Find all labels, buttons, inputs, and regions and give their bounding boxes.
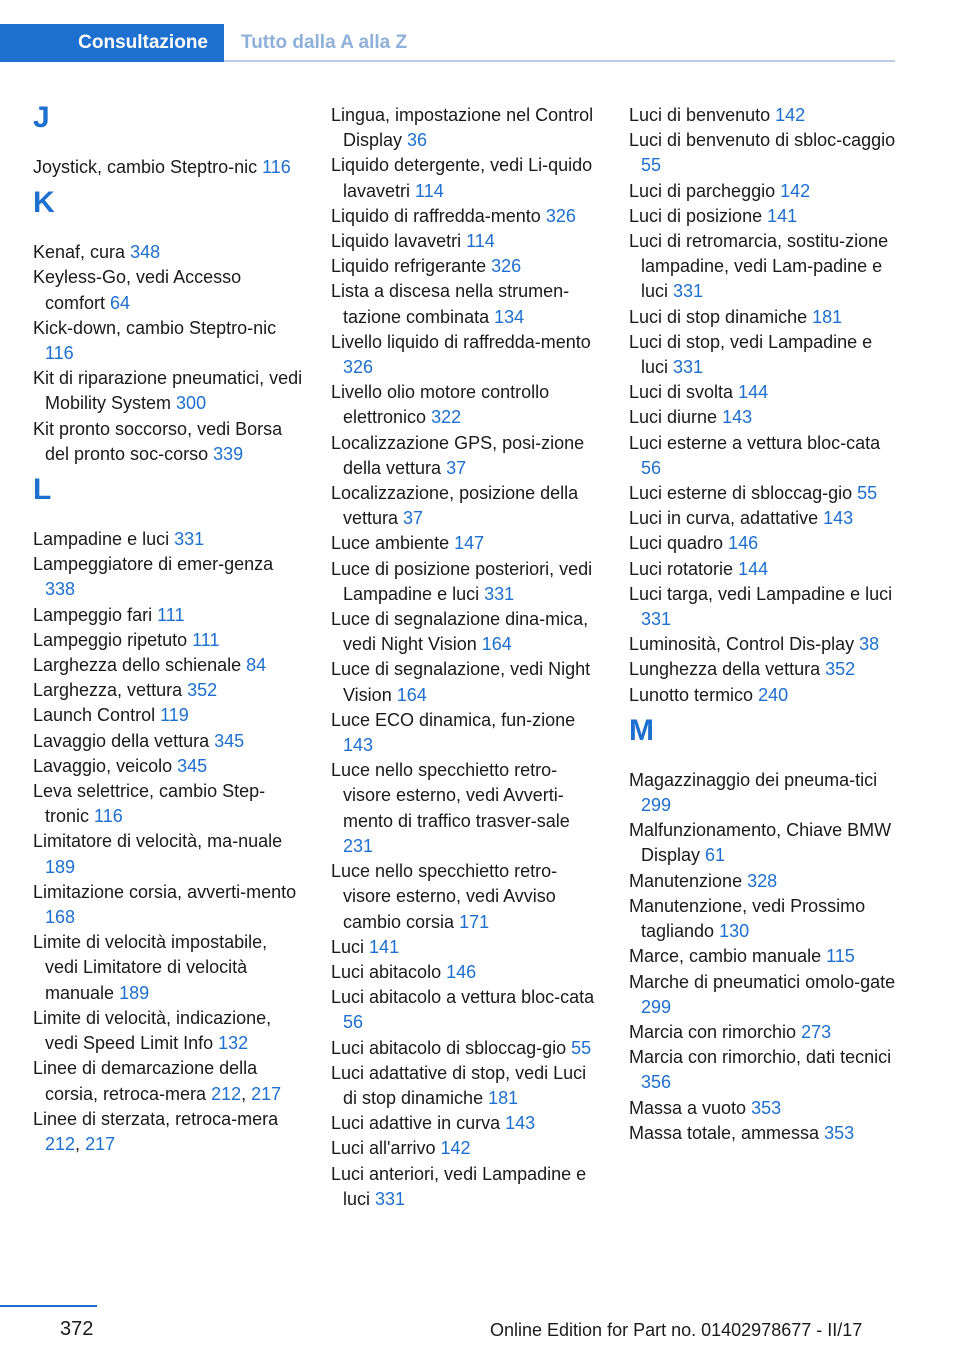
index-entry-text: Lampeggiatore di emer-genza — [33, 554, 274, 575]
index-entry-text: Lista a discesa nella strumen-tazione combinata — [331, 281, 570, 327]
index-entry-text: Luce di segnalazione, vedi Night Vision — [331, 659, 591, 705]
page-link[interactable]: 119 — [160, 705, 189, 726]
page-link[interactable]: 338 — [45, 579, 76, 600]
page-link[interactable]: 132 — [218, 1033, 249, 1054]
index-entry — [629, 1045, 897, 1095]
page-link[interactable]: 144 — [738, 382, 769, 403]
index-entry-text: Kick-down, cambio Steptro-nic — [33, 317, 277, 338]
page-link[interactable]: 189 — [119, 982, 150, 1003]
index-entry — [33, 703, 303, 728]
index-entry-text: Luci abitacolo a vettura bloc-cata — [331, 987, 595, 1008]
index-entry — [629, 657, 897, 682]
index-entry-text: Marcia con rimorchio, dati tecnici — [629, 1047, 892, 1068]
index-entry — [331, 758, 601, 859]
page-link[interactable]: 55 — [641, 155, 662, 176]
page-link[interactable]: 111 — [192, 629, 220, 650]
page-link[interactable]: 134 — [494, 306, 525, 327]
index-entry — [331, 1111, 601, 1136]
page-link[interactable]: 328 — [747, 870, 778, 891]
index-entry-text: Luce di posizione posteriori, vedi Lampadine e luci — [331, 558, 593, 604]
index-entry-text: Leva selettrice, cambio Step-tronic — [33, 781, 266, 827]
page-link[interactable]: 115 — [826, 946, 855, 967]
page-link[interactable]: 146 — [728, 533, 759, 554]
index-entry — [331, 1036, 601, 1061]
index-entry-text: Lampeggio fari — [33, 604, 153, 625]
page-link[interactable]: 114 — [466, 231, 495, 252]
page-number: 372 — [60, 1318, 94, 1340]
index-entry-text: Keyless-Go, vedi Accesso comfort — [33, 267, 242, 313]
index-entry-text: Luci quadro — [629, 533, 724, 554]
page-link[interactable]: 55 — [857, 483, 878, 504]
index-entry — [629, 229, 897, 305]
index-entry-text: Manutenzione, vedi Prossimo tagliando — [629, 895, 866, 942]
index-entry-text: Limite di velocità, indicazione, vedi Speed Limit Info — [33, 1007, 272, 1054]
index-entry — [629, 128, 897, 178]
index-entry-text: Lampadine e luci — [33, 529, 170, 550]
page-link[interactable]: 38 — [859, 634, 880, 655]
section-letter: J — [33, 101, 50, 134]
page-link[interactable]: 84 — [246, 655, 267, 676]
index-entry-text: Luci di stop dinamiche — [629, 306, 808, 327]
page-link[interactable]: 326 — [343, 357, 374, 378]
index-entry-text: Marce, cambio manuale — [629, 946, 822, 967]
index-entry-text: Massa a vuoto — [629, 1097, 747, 1118]
index-entry — [629, 582, 897, 632]
index-entry — [33, 316, 303, 366]
index-entry — [331, 607, 601, 657]
page-link[interactable]: 181 — [812, 306, 843, 327]
index-entry — [33, 779, 303, 829]
index-entry — [629, 1020, 897, 1045]
index-entry-text: Luce ambiente — [331, 533, 450, 554]
index-entry — [331, 985, 601, 1035]
index-entry — [331, 531, 601, 556]
index-column-2 — [331, 103, 601, 1212]
index-entry — [331, 153, 601, 203]
index-entry — [33, 628, 303, 653]
index-entry — [33, 829, 303, 879]
page-link[interactable]: 141 — [767, 205, 798, 226]
index-entry — [629, 557, 897, 582]
index-entry — [629, 103, 897, 128]
page-link[interactable]: 164 — [396, 684, 427, 705]
section-letter: L — [33, 473, 52, 507]
page-link[interactable]: 56 — [343, 1012, 364, 1033]
index-entry — [629, 330, 897, 380]
index-entry-text: Magazzinaggio dei pneuma-tici — [629, 769, 878, 790]
index-entry — [331, 708, 601, 758]
index-entry-text: Luci diurne — [629, 407, 718, 428]
page-link[interactable]: 55 — [571, 1037, 592, 1058]
page-link[interactable]: 142 — [780, 180, 811, 201]
page-link[interactable]: 114 — [415, 180, 444, 201]
index-entry — [33, 527, 303, 552]
index-entry — [33, 155, 303, 180]
page-link[interactable]: 171 — [459, 911, 490, 932]
index-entry — [629, 305, 897, 330]
page-link[interactable]: 116 — [94, 806, 123, 827]
page-link[interactable]: 56 — [641, 457, 662, 478]
index-entry — [331, 481, 601, 531]
page-link[interactable]: 142 — [440, 1138, 471, 1159]
index-entry-text: Launch Control — [33, 705, 156, 726]
index-entry — [331, 330, 601, 380]
page-link[interactable]: 141 — [369, 936, 400, 957]
page-link[interactable]: 331 — [673, 357, 704, 378]
index-entry — [331, 1162, 601, 1212]
index-entry — [331, 431, 601, 481]
index-entry — [331, 960, 601, 985]
page-link[interactable]: 143 — [722, 407, 753, 428]
index-entry-text: Joystick, cambio Steptro-nic — [33, 157, 258, 177]
index-entry — [33, 240, 303, 265]
index-entry-text: Luci all'arrivo — [331, 1138, 436, 1159]
page-link[interactable]: 36 — [407, 130, 428, 151]
index-entry-text: Kit di riparazione pneumatici, vedi Mobility System — [33, 368, 303, 414]
header-divider — [224, 60, 895, 62]
page-link[interactable]: 300 — [176, 393, 207, 414]
index-entry: Linee di demarcazione della corsia, retroca-mera 212, 217 — [33, 1058, 282, 1104]
index-entry — [629, 506, 897, 531]
page-link[interactable]: 61 — [705, 845, 726, 866]
index-entry — [629, 431, 897, 481]
page-link[interactable]: 37 — [403, 508, 424, 529]
page-link[interactable]: 352 — [825, 659, 856, 680]
page-link[interactable]: 144 — [738, 558, 769, 579]
index-entry — [629, 380, 897, 405]
index-entry-text: Linee di demarcazione della corsia, retroca-mera — [33, 1058, 258, 1104]
page-link[interactable]: 331 — [174, 529, 205, 550]
index-entry — [629, 481, 897, 506]
index-entry-text: Lavaggio, veicolo — [33, 755, 173, 776]
index-entry-text: Luci di benvenuto di sbloc-caggio — [629, 130, 896, 151]
index-entry — [331, 1136, 601, 1161]
index-entry — [629, 1096, 897, 1121]
index-entry: Linee di sterzata, retroca-mera 212, 217 — [33, 1108, 279, 1154]
index-entry-text: Larghezza, vettura — [33, 680, 183, 701]
index-entry — [33, 729, 303, 754]
index-entry — [33, 754, 303, 779]
index-entry-text: Liquido di raffredda-mento — [331, 205, 541, 226]
index-entry-text: Luci abitacolo di sbloccag-gio — [331, 1037, 567, 1058]
page-link[interactable]: 339 — [213, 443, 244, 464]
index-entry-text: Marcia con rimorchio — [629, 1021, 797, 1042]
page-link[interactable]: 273 — [801, 1021, 832, 1042]
page-link[interactable]: 353 — [751, 1097, 782, 1118]
page-link[interactable]: 189 — [45, 856, 76, 877]
index-entry — [629, 970, 897, 1020]
page-link[interactable]: 331 — [375, 1188, 406, 1209]
page-link[interactable]: 353 — [824, 1122, 855, 1143]
page-link[interactable]: 130 — [719, 921, 750, 942]
index-entry — [33, 552, 303, 602]
index-entry-text: Linee di sterzata, retroca-mera — [33, 1108, 279, 1129]
index-entry — [331, 254, 601, 279]
index-entry — [331, 380, 601, 430]
page-link[interactable]: 116 — [45, 343, 74, 364]
index-entry — [629, 869, 897, 894]
index-entry-text: Limitatore di velocità, ma-nuale — [33, 831, 283, 852]
index-entry — [629, 179, 897, 204]
index-entry — [629, 632, 897, 657]
index-entry-text: Luci rotatorie — [629, 558, 734, 579]
index-entry — [331, 229, 601, 254]
index-entry-text: Luci targa, vedi Lampadine e luci — [629, 583, 893, 604]
page-link[interactable]: 331 — [673, 281, 704, 302]
section-letter: K — [33, 186, 55, 220]
index-entry-text: Luce nello specchietto retro-visore esterno, vedi Avverti-mento di traffico trasver-sale — [331, 760, 570, 831]
index-entry-text: Luci — [331, 936, 365, 957]
section-letter: M — [629, 713, 654, 747]
page-link[interactable]: 37 — [446, 457, 467, 478]
page-link[interactable]: 164 — [481, 634, 512, 655]
page-link[interactable]: 299 — [641, 795, 672, 816]
page-link[interactable]: 168 — [45, 907, 76, 928]
index-entry-text: Luci di parcheggio — [629, 180, 776, 201]
index-entry — [33, 265, 303, 315]
page-link[interactable]: 212 — [211, 1083, 242, 1104]
index-entry-text: Liquido lavavetri — [331, 231, 462, 252]
index-entry — [629, 944, 897, 969]
index-entry — [331, 859, 601, 935]
page-link[interactable]: 212 — [45, 1133, 76, 1154]
page-link[interactable]: 356 — [641, 1072, 672, 1093]
page-link[interactable]: 111 — [157, 604, 185, 625]
index-entry-text: Limite di velocità impostabile, vedi Limitatore di velocità manuale — [33, 932, 268, 1003]
index-entry — [629, 405, 897, 430]
index-column-1 — [33, 103, 303, 1157]
index-entry — [629, 683, 897, 708]
index-entry — [33, 603, 303, 628]
index-entry — [629, 768, 897, 818]
page-link[interactable]: 217 — [85, 1133, 116, 1154]
index-entry — [33, 653, 303, 678]
page-link[interactable]: 326 — [545, 205, 576, 226]
index-entry — [33, 366, 303, 416]
index-entry-text: Lunotto termico — [629, 684, 754, 705]
index-entry-text: Luci di retromarcia, sostitu-zione lampadine, vedi Lam-padine e luci — [629, 231, 889, 302]
page-link[interactable]: 345 — [177, 755, 208, 776]
page-link[interactable]: 147 — [454, 533, 485, 554]
index-entry-text: Larghezza dello schienale — [33, 655, 242, 676]
page-link[interactable]: 322 — [431, 407, 462, 428]
index-entry — [629, 818, 897, 868]
page-link[interactable]: 331 — [641, 609, 672, 630]
index-entry — [331, 204, 601, 229]
index-entry-text: Livello liquido di raffredda-mento — [331, 331, 591, 352]
header-bar — [0, 24, 895, 62]
index-entry-text: Localizzazione, posizione della vettura — [331, 483, 579, 529]
page-link[interactable]: 116 — [262, 157, 291, 177]
page-link[interactable]: 326 — [491, 256, 522, 277]
footer-divider — [0, 1305, 97, 1307]
index-entry-text: Massa totale, ammessa — [629, 1122, 820, 1143]
index-entry-text: Luce ECO dinamica, fun-zione — [331, 709, 576, 730]
page-link[interactable]: 181 — [488, 1087, 519, 1108]
index-entry-text: Lingua, impostazione nel Control Display — [331, 105, 594, 151]
page-link[interactable]: 231 — [343, 835, 374, 856]
index-entry — [629, 1121, 897, 1146]
page-link[interactable]: 64 — [110, 292, 131, 313]
page-link[interactable]: 345 — [214, 730, 245, 751]
page-link[interactable]: 331 — [484, 583, 515, 604]
index-entry-text: Liquido refrigerante — [331, 256, 487, 277]
index-entry-text: Luci esterne di sbloccag-gio — [629, 483, 853, 504]
page-link[interactable]: 299 — [641, 996, 672, 1017]
index-entry-text: Luce di segnalazione dina-mica, vedi Night Vision — [331, 609, 589, 655]
index-column-3 — [629, 103, 897, 1146]
index-entry — [33, 880, 303, 930]
index-entry-text: Liquido detergente, vedi Li-quido lavavetri — [331, 155, 593, 201]
index-entry-text: Luci adattive in curva — [331, 1113, 501, 1134]
index-entry-text: Marche di pneumatici omolo-gate — [629, 971, 896, 992]
tab-consultazione[interactable]: Consultazione — [0, 24, 224, 62]
index-entry — [629, 204, 897, 229]
index-entry — [331, 1061, 601, 1111]
index-entry — [331, 657, 601, 707]
index-entry-text: Luci abitacolo — [331, 961, 442, 982]
index-entry — [331, 279, 601, 329]
page-link[interactable]: 146 — [446, 961, 477, 982]
page-link[interactable]: 143 — [505, 1113, 536, 1134]
index-entry-text: Luci esterne a vettura bloc-cata — [629, 432, 881, 453]
index-entry — [33, 678, 303, 703]
index-entry-text: Luci adattative di stop, vedi Luci di stop dinamiche — [331, 1062, 587, 1108]
index-entry-text: Luci anteriori, vedi Lampadine e luci — [331, 1163, 587, 1209]
page-link[interactable]: 240 — [758, 684, 789, 705]
index-entry-text: Limitazione corsia, avverti-mento — [33, 881, 297, 902]
index-entry-text: Kenaf, cura — [33, 242, 126, 263]
tab-tutto-dalla-a-alla-z[interactable]: Tutto dalla A alla Z — [241, 32, 408, 53]
index-entry-text: Lavaggio della vettura — [33, 730, 210, 751]
index-entry-text: Livello olio motore controllo elettronico — [331, 382, 550, 428]
page-link[interactable]: 348 — [130, 242, 161, 263]
index-entry — [33, 417, 303, 467]
index-entry — [331, 103, 601, 153]
index-entry-text: Luci di svolta — [629, 382, 734, 403]
index-entry-text: Luci in curva, adattative — [629, 508, 819, 529]
index-entry — [629, 531, 897, 556]
index-entry-text: Kit pronto soccorso, vedi Borsa del pronto soc-corso — [33, 418, 283, 464]
page-link[interactable]: 143 — [343, 735, 374, 756]
index-entry-text: Lampeggio ripetuto — [33, 629, 188, 650]
index-entry-text: Luci di stop, vedi Lampadine e luci — [629, 331, 873, 378]
index-entry-text: Luci di benvenuto — [629, 105, 771, 125]
index-entry-text: Localizzazione GPS, posi-zione della vettura — [331, 432, 585, 478]
page-link[interactable]: 143 — [823, 508, 854, 529]
index-entry — [33, 1006, 303, 1056]
index-entry-text: Lunghezza della vettura — [629, 659, 821, 680]
page-link[interactable]: 352 — [187, 680, 218, 701]
index-entry — [331, 935, 601, 960]
index-entry-text: Luminosità, Control Dis-play — [629, 634, 855, 655]
index-entry-text: Luci di posizione — [629, 205, 763, 226]
index-entry — [331, 557, 601, 607]
page-link[interactable]: 217 — [251, 1083, 282, 1104]
page-link[interactable]: 142 — [775, 105, 806, 125]
index-entry — [629, 894, 897, 944]
index-entry-text: Luce nello specchietto retro-visore esterno, vedi Avviso cambio corsia — [331, 861, 558, 932]
index-entry-text: Malfunzionamento, Chiave BMW Display — [629, 820, 892, 866]
index-entry-text: Manutenzione — [629, 870, 743, 891]
index-entry — [33, 930, 303, 1006]
edition-note: Online Edition for Part no. 01402978677 - II/17 — [490, 1320, 863, 1340]
